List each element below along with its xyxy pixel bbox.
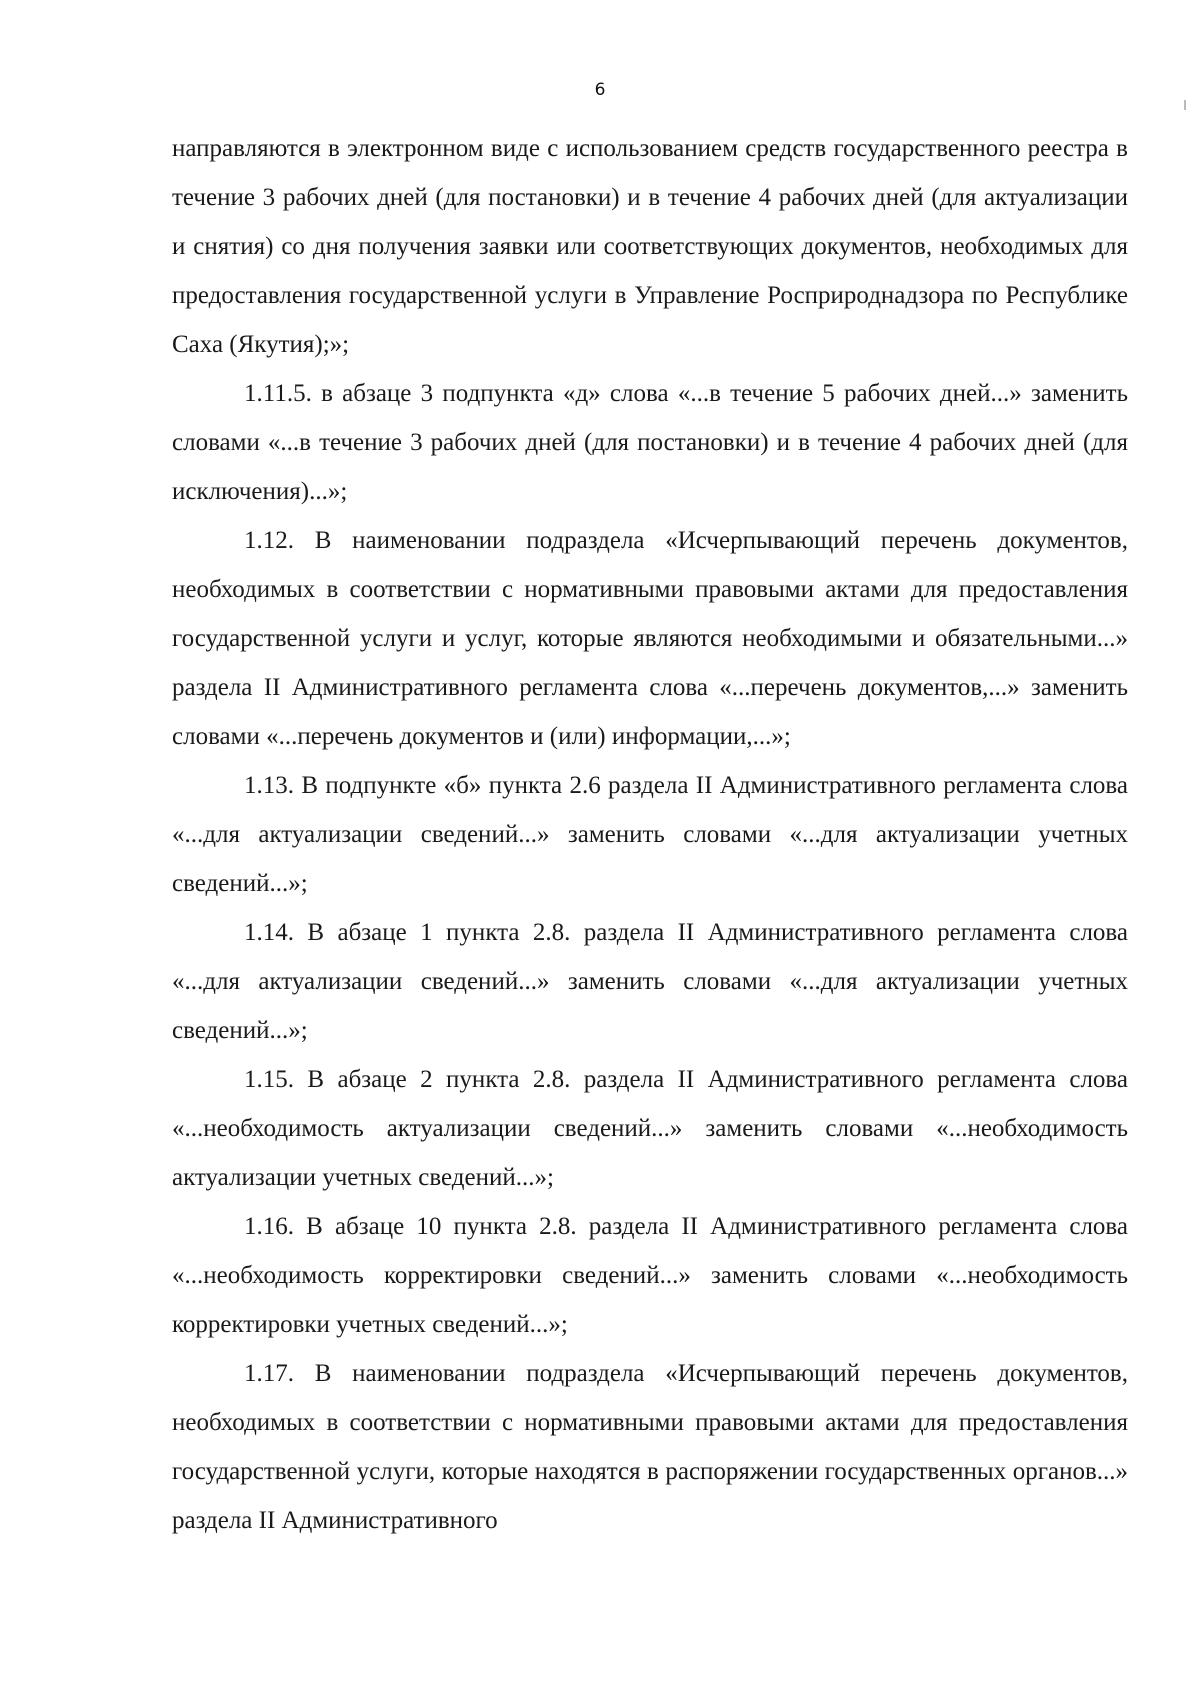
paragraph-continuation: направляются в электронном виде с использованием средств государственного реестра в течение 3 рабочих дней (для постановки) и в течение 4 рабочих дней (для актуализации и снятия) со дня получения заявки или соответствующих документов, необходимых для предоставления государственной услуги в Управление Росприроднадзора по Республике Саха (Якутия);»;	[172, 135, 1128, 358]
page-number: 6	[594, 80, 606, 100]
paragraph-1-11-5: 1.11.5. в абзаце 3 подпункта «д» слова «...в течение 5 рабочих дней...» заменить словами «...в течение 3 рабочих дней (для постановки) и в течение 4 рабочих дней (для исключения)...»;	[172, 380, 1128, 505]
scan-speck	[1184, 100, 1186, 110]
paragraph-1-14: 1.14. В абзаце 1 пункта 2.8. раздела II Административного регламента слова «...для актуализации сведений...» заменить словами «...для актуализации учетных сведений...»;	[172, 919, 1128, 1044]
document-body	[172, 124, 1128, 1545]
paragraph-1-16: 1.16. В абзаце 10 пункта 2.8. раздела II Административного регламента слова «...необходимость корректировки сведений...» заменить словами «...необходимость корректировки учетных сведений...»;	[172, 1213, 1128, 1338]
paragraph-1-15: 1.15. В абзаце 2 пункта 2.8. раздела II Административного регламента слова «...необходимость актуализации сведений...» заменить словами «...необходимость актуализации учетных сведений...»;	[172, 1066, 1128, 1191]
paragraph-1-17: 1.17. В наименовании подраздела «Исчерпывающий перечень документов, необходимых в соответствии с нормативными правовыми актами для предоставления государственной услуги, которые находятся в распоряжении государственных органов...» раздела II Административного	[172, 1360, 1128, 1534]
paragraph-1-12: 1.12. В наименовании подраздела «Исчерпывающий перечень документов, необходимых в соответствии с нормативными правовыми актами для предоставления государственной услуги и услуг, которые являются необходимыми и обязательными...» раздела II Административного регламента слова «...перечень документов,...» заменить словами «...перечень документов и (или) информации,...»;	[172, 527, 1128, 750]
paragraph-1-13: 1.13. В подпункте «б» пункта 2.6 раздела II Административного регламента слова «...для актуализации сведений...» заменить словами «...для актуализации учетных сведений...»;	[172, 772, 1128, 897]
